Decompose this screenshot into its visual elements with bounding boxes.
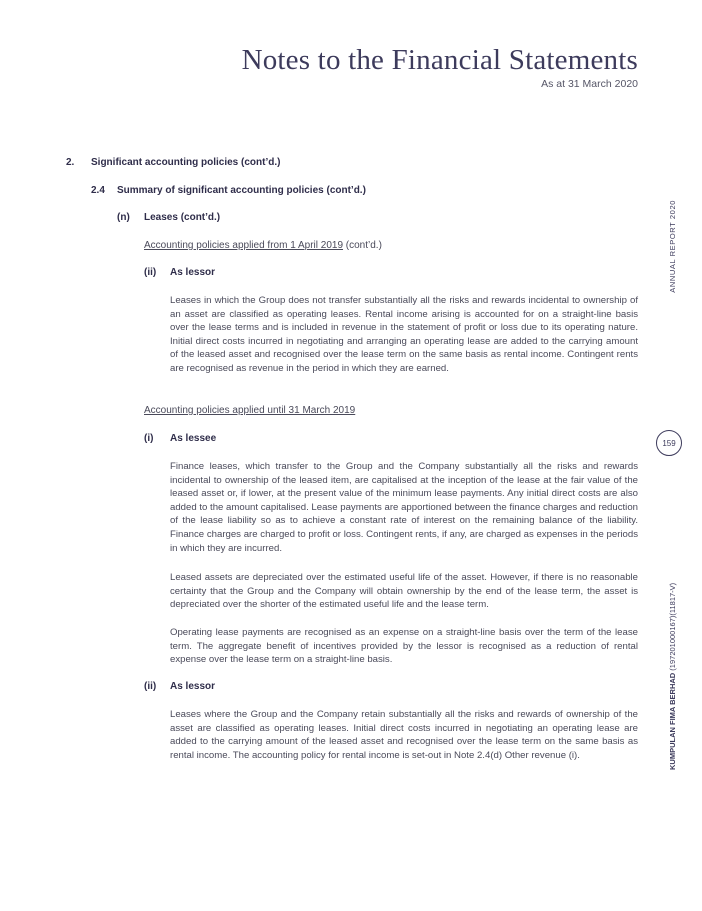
section-number: 2. [66,157,75,168]
lessee-number: (i) [144,433,154,444]
from-2019-heading [144,240,382,251]
until-lessor-number: (ii) [144,681,157,692]
from-lessor-paragraph: Leases in which the Group does not transfer substantially all the risks and rewards incidental to ownership of an asset are classified as operating leases. Rental income arising is accounted for on a straight-line basis over the lease terms and is included in revenue in the statement of profit or loss due to its operating nature. Initial direct costs incurred in negotiating and arranging an operating lease are added to the carrying amount of the leased asset and recognised over the lease term on the same basis as rental income. Contingent rents are recognised as revenue in the period in which they are earned. [170,295,638,374]
subsection-number: 2.4 [91,185,105,196]
section-title: Significant accounting policies (cont’d.) [91,157,281,168]
lessee-paragraph-3: Operating lease payments are recognised as an expense on a straight-line basis over the term of the lease term. The aggregate benefit of incentives provided by the lessor is recognised as a reduction of rental expense over the lease term on a straight-line basis. [170,627,638,666]
page-subtitle: As at 31 March 2020 [541,78,638,90]
side-company [668,582,677,770]
until-lessor-paragraph: Leases where the Group and the Company retain substantially all the risks and rewards of ownership of the asset are classified as operating leases. Initial direct costs incurred in negotiating an operating lease are added to the carrying amount of the leased asset and recognised over the lease term on the same basis as rental income. The accounting policy for rental income is set-out in Note 2.4(d) Other revenue (i). [170,709,638,761]
from-2019-heading-suffix: (cont’d.) [343,240,382,251]
company-name: KUMPULAN FIMA BERHAD [668,672,677,770]
side-annual-report: ANNUAL REPORT 2020 [668,200,677,293]
item-number: (n) [117,212,130,223]
page-title: Notes to the Financial Statements [241,44,638,76]
from-lessor-title: As lessor [170,267,216,278]
lessee-title: As lessee [170,433,217,444]
item-title: Leases (cont’d.) [144,212,221,223]
until-2019-heading [144,405,355,416]
lessee-paragraph-1: Finance leases, which transfer to the Group and the Company substantially all the risks and rewards incidental to ownership of the leased item, are capitalised at the inception of the lease at the fair value of the leased asset or, if lower, at the present value of the minimum lease payments. Any initial direct costs are also added to the amount capitalised. Lease payments are apportioned between the finance charges and reduction of the lease liability so as to achieve a constant rate of interest on the remaining balance of the liability. Finance charges are charged to profit or loss. Contingent rents, if any, are charged as expenses in the periods in which they are incurred. [170,461,638,554]
lessee-paragraph-2: Leased assets are depreciated over the estimated useful life of the asset. However, if there is no reasonable certainty that the Group and the Company will obtain ownership by the end of the lease term, the asset is depreciated over the shorter of the estimated useful life and the lease term. [170,572,638,611]
from-lessor-number: (ii) [144,267,157,278]
page-number-text: 159 [662,438,676,448]
subsection-title: Summary of significant accounting policies (cont’d.) [117,185,366,196]
page-number [656,430,682,456]
from-2019-heading-link: Accounting policies applied from 1 April 2019 [144,240,344,251]
company-registration: (197201000167)(11817-V) [668,582,677,671]
until-2019-heading-link: Accounting policies applied until 31 March 2019 [144,405,356,416]
until-lessor-title: As lessor [170,681,216,692]
